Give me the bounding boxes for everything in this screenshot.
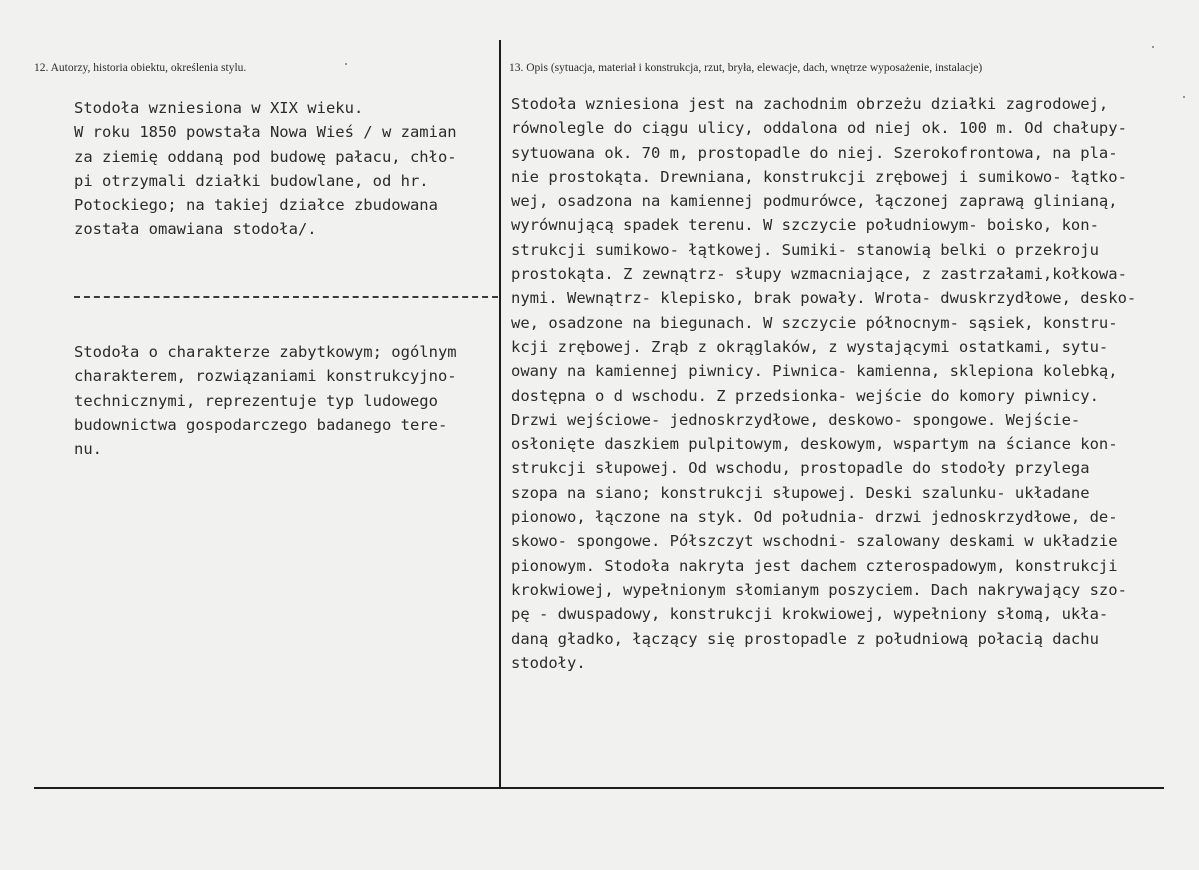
section-13-header: 13. Opis (sytuacja, materiał i konstrukcja, rzut, bryła, elewacje, dach, wnętrze wyposażenie, instalacje): [509, 62, 983, 74]
text-line: Stodoła wzniesiona w XIX wieku.: [74, 99, 364, 117]
text-line: została omawiana stodoła/.: [74, 220, 317, 239]
section-12-header: 12. Autorzy, historia obiektu, określenia stylu.: [34, 62, 247, 74]
text-line: osłonięte daszkiem pulpitowym, deskowym, wspartym na ściance kon-: [511, 435, 1118, 454]
text-line: strukcji słupowej. Od wschodu, prostopadle do stodoły przylega: [511, 459, 1090, 478]
text-line: nymi. Wewnątrz- klepisko, brak powały. Wrota- dwuskrzydłowe, desko-: [511, 289, 1137, 308]
text-line: sytuowana ok. 70 m, prostopadle do niej. Szerokofrontowa, na pla-: [511, 143, 1118, 162]
text-line: daną gładko, łączący się prostopadle z południową połacią dachu: [511, 629, 1099, 648]
paper-speck: [1152, 46, 1154, 48]
dashed-separator: [74, 296, 498, 298]
text-line: charakterem, rozwiązaniami konstrukcyjno-: [74, 367, 457, 386]
text-line: budownictwa gospodarczego badanego tere-: [74, 415, 448, 434]
vertical-divider: [499, 40, 501, 788]
text-line: równolegle do ciągu ulicy, oddalona od niej ok. 100 m. Od chałupy-: [511, 119, 1127, 138]
text-line: za ziemię oddaną pod budowę pałacu, chło-: [74, 147, 457, 166]
paper-speck: [345, 63, 347, 65]
text-line: szopa na siano; konstrukcji słupowej. Deski szalunku- układane: [511, 483, 1090, 502]
text-line: wyrównującą spadek terenu. W szczycie południowym- boisko, kon-: [511, 216, 1099, 235]
history-text: [74, 96, 457, 242]
text-line: W roku 1850 powstała Nowa Wieś / w zamian: [74, 123, 457, 142]
text-line: nie prostokąta. Drewniana, konstrukcji zrębowej i sumikowo- łątko-: [511, 167, 1127, 186]
text-line: skowo- spongowe. Półszczyt wschodni- szalowany deskami w układzie: [511, 532, 1118, 551]
paper-speck: [1183, 96, 1185, 98]
text-line: pionowo, łączone na styk. Od południa- drzwi jednoskrzydłowe, de-: [511, 508, 1118, 527]
text-line: Potockiego; na takiej działce zbudowana: [74, 196, 438, 215]
style-assessment-text: [74, 340, 457, 461]
text-line: kcji zrębowej. Zrąb z okrąglaków, z wystającymi ostatkami, sytu-: [511, 337, 1109, 356]
text-line: Stodoła o charakterze zabytkowym; ogólnym: [74, 343, 457, 361]
text-line: Stodoła wzniesiona jest na zachodnim obrzeżu działki zagrodowej,: [511, 95, 1109, 113]
text-line: we, osadzone na biegunach. W szczycie północnym- sąsiek, konstru-: [511, 313, 1118, 332]
text-line: Drzwi wejściowe- jednoskrzydłowe, deskowo- spongowe. Wejście-: [511, 410, 1081, 429]
text-line: owany na kamiennej piwnicy. Piwnica- kamienna, sklepiona kolebką,: [511, 362, 1118, 381]
text-line: wej, osadzona na kamiennej podmurówce, łączonej zaprawą glinianą,: [511, 192, 1118, 211]
text-line: krokwiowej, wypełnionym słomianym poszyciem. Dach nakrywający szo-: [511, 580, 1127, 599]
text-line: dostępna o d wschodu. Z przedsionka- wejście do komory piwnicy.: [511, 386, 1099, 405]
horizontal-divider: [34, 787, 1164, 789]
text-line: strukcji sumikowo- łątkowej. Sumiki- stanowią belki o przekroju: [511, 240, 1099, 259]
text-line: technicznymi, reprezentuje typ ludowego: [74, 391, 438, 410]
text-line: pionowym. Stodoła nakryta jest dachem czterospadowym, konstrukcji: [511, 556, 1118, 575]
text-line: nu.: [74, 440, 102, 459]
text-line: pi otrzymali działki budowlane, od hr.: [74, 171, 429, 190]
text-line: pę - dwuspadowy, konstrukcji krokwiowej, wypełniony słomą, ukła-: [511, 605, 1109, 624]
text-line: prostokąta. Z zewnątrz- słupy wzmacniające, z zastrzałami,kołkowa-: [511, 265, 1127, 284]
text-line: stodoły.: [511, 653, 586, 672]
description-text: [511, 92, 1136, 675]
